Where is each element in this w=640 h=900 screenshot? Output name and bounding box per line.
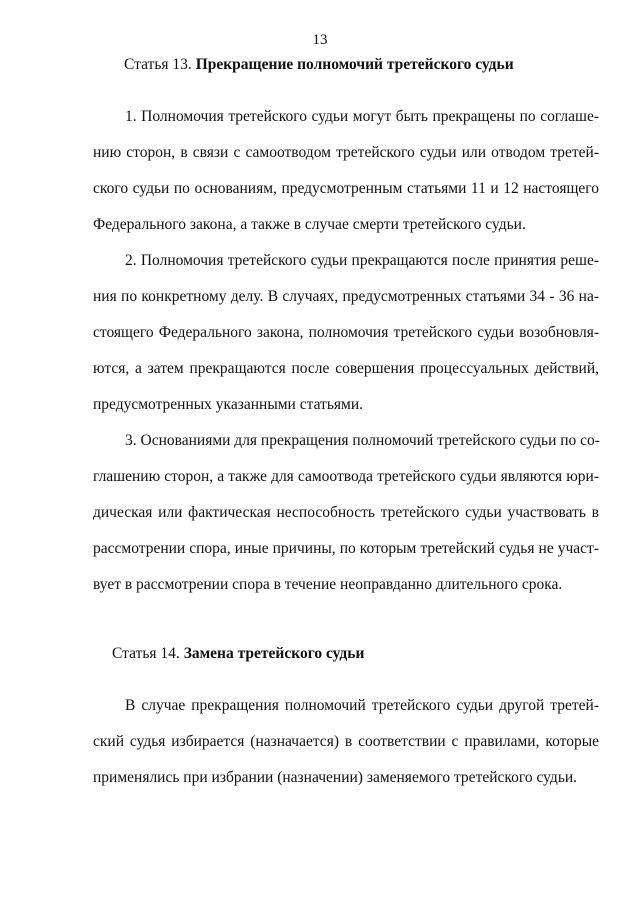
text-line: нию сторон, в связи с самоотводом третейского судьи или отводом третей- [93,144,599,161]
article-14-title: Замена третейского судьи [183,645,365,662]
article-13-prefix: Статья 13. [124,56,196,73]
text-line: 1. Полномочия третейского судьи могут быть прекращены по соглаше- [125,108,599,125]
text-line: ются, а затем прекращаются после совершения процессуальных действий, [93,360,599,377]
text-line: В случае прекращения полномочий третейского судьи другой третей- [125,697,599,714]
article-13-heading [124,56,514,74]
text-line: Федерального закона, а также в случае смерти третейского судьи. [93,216,526,233]
article-14-prefix: Статья 14. [112,645,184,662]
text-line: стоящего Федерального закона, полномочия третейского судьи возобновля- [93,324,599,341]
text-line: глашению сторон, а также для самоотвода третейского судьи являются юри- [93,468,599,485]
text-line: 2. Полномочия третейского судьи прекращаются после принятия реше- [125,252,599,269]
text-line: рассмотрении спора, иные причины, по которым третейский судья не участ- [93,540,599,557]
text-line: дическая или фактическая неспособность третейского судьи участвовать в [93,504,599,521]
page-number: 13 [312,32,328,48]
text-line: предусмотренных указанными статьями. [93,396,363,413]
text-line: вует в рассмотрении спора в течение неоправданно длительного срока. [93,576,563,593]
text-line: ский судья избирается (назначается) в соответствии с правилами, которые [93,733,599,750]
text-line: 3. Основаниями для прекращения полномочий третейского судьи по со- [125,432,600,449]
text-line: ского судьи по основаниям, предусмотренным статьями 11 и 12 настоящего [93,180,599,197]
article-14-heading [112,645,364,663]
text-line: применялись при избрании (назначении) заменяемого третейского судьи. [93,769,578,786]
article-13-title: Прекращение полномочий третейского судьи [195,56,514,73]
text-line: ния по конкретному делу. В случаях, предусмотренных статьями 34 - 36 на- [93,288,599,305]
